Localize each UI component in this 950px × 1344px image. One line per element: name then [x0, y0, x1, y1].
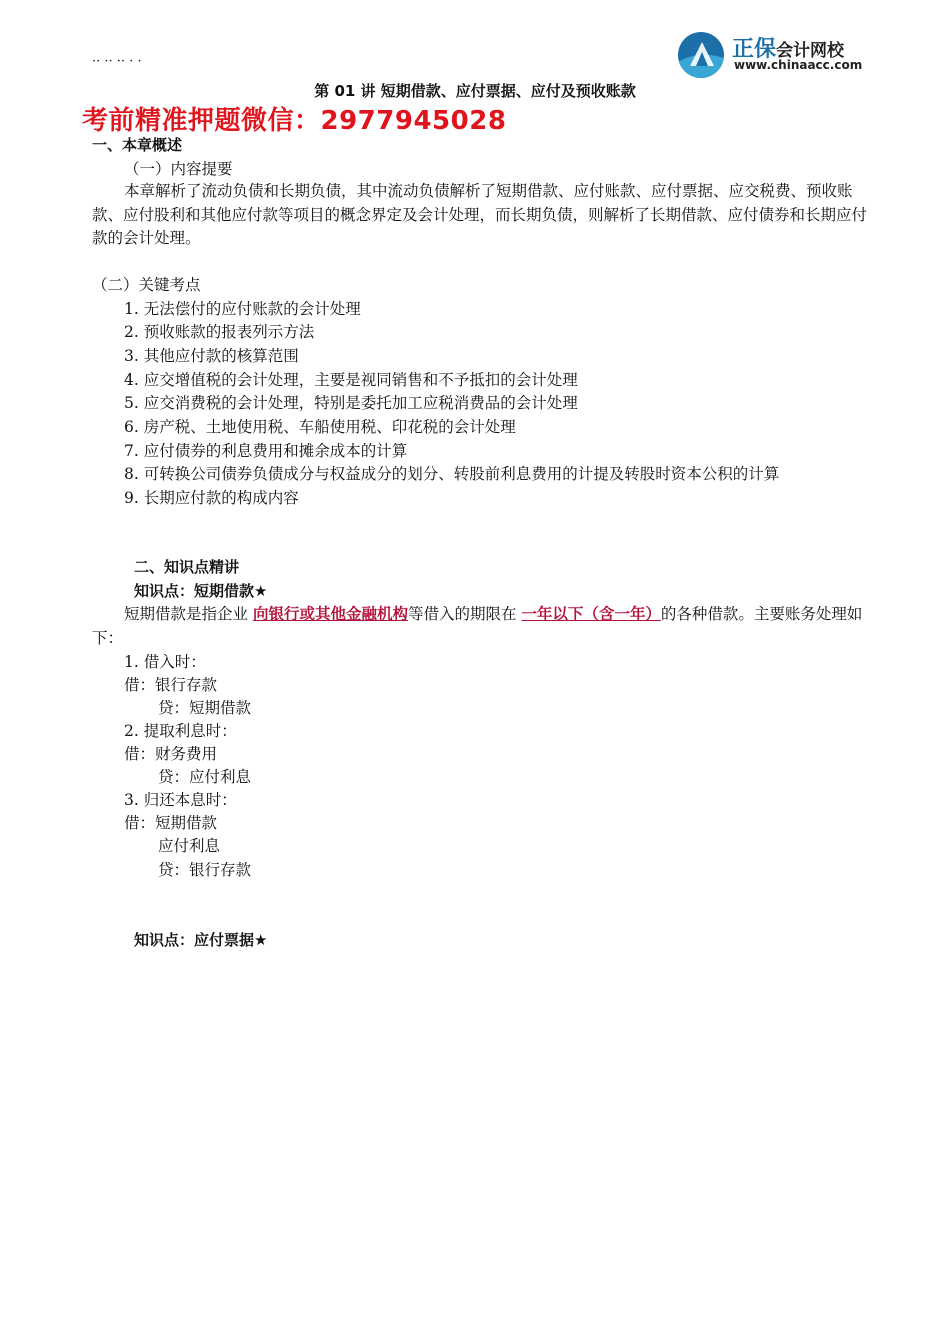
definition-highlight: 向银行或其他金融机构: [252, 605, 408, 623]
section1-heading: 一、本章概述: [92, 136, 183, 154]
section1-sub-content: （一）内容提要: [124, 160, 233, 178]
entry-step: 3. 归还本息时：: [124, 791, 237, 809]
entry-step: 1. 借入时：: [124, 653, 206, 671]
knowledge-point-title: 知识点：应付票据★: [134, 931, 268, 949]
short-term-loan-definition: [92, 603, 872, 650]
header-corner-text: ·· ·· ·· · ·: [92, 54, 142, 69]
promo-banner: 考前精准押题微信：2977945028: [82, 106, 507, 136]
chinaacc-logo: [678, 30, 868, 80]
entry-debit-continued: 应付利息: [158, 837, 221, 855]
entry-debit: 借：短期借款: [124, 814, 218, 832]
entry-debit: 借：银行存款: [124, 676, 218, 694]
key-point-item: 4. 应交增值税的会计处理，主要是视同销售和不予抵扣的会计处理: [124, 371, 578, 389]
key-point-item: 5. 应交消费税的会计处理，特别是委托加工应税消费品的会计处理: [124, 394, 578, 412]
key-point-item: 2. 预收账款的报表列示方法: [124, 323, 315, 341]
logo-emblem-icon: [678, 32, 724, 78]
section1-sub-keypoints: （二）关键考点: [92, 276, 201, 294]
key-point-item: 8. 可转换公司债券负债成分与权益成分的划分、转股前利息费用的计提及转股时资本公积的计算: [124, 465, 780, 483]
definition-text: 的各种借款。主要账务处理如下：: [92, 605, 863, 647]
logo-url: www.chinaacc.com: [734, 58, 863, 72]
key-point-item: 7. 应付债券的利息费用和摊余成本的计算: [124, 442, 408, 460]
entry-step: 2. 提取利息时：: [124, 722, 237, 740]
definition-text: 等借入的期限在: [407, 605, 522, 623]
lecture-title: 第 01 讲 短期借款、应付票据、应付及预收账款: [314, 82, 636, 100]
key-point-item: 6. 房产税、土地使用税、车船使用税、印花税的会计处理: [124, 418, 516, 436]
logo-name-primary: 正保: [732, 37, 777, 62]
entry-credit: 贷：银行存款: [158, 861, 252, 879]
key-point-item: 3. 其他应付款的核算范围: [124, 347, 299, 365]
key-point-item: 1. 无法偿付的应付账款的会计处理: [124, 300, 361, 318]
logo-name-secondary: 会计网校: [776, 41, 845, 61]
key-point-item: 9. 长期应付款的构成内容: [124, 489, 299, 507]
knowledge-point-title: 知识点：短期借款★: [134, 582, 268, 600]
entry-credit: 贷：短期借款: [158, 699, 252, 717]
definition-highlight: 一年以下（含一年）: [521, 605, 661, 623]
definition-text: 短期借款是指企业: [124, 605, 253, 623]
entry-credit: 贷：应付利息: [158, 768, 252, 786]
chapter-summary: 本章解析了流动负债和长期负债，其中流动负债解析了短期借款、应付账款、应付票据、应交税费、预收账款、应付股利和其他应付款等项目的概念界定及会计处理，而长期负债，则解析了长期借款、应付债券和长期应付款的会计处理。: [92, 182, 868, 247]
entry-debit: 借：财务费用: [124, 745, 218, 763]
section2-heading: 二、知识点精讲: [134, 558, 240, 576]
